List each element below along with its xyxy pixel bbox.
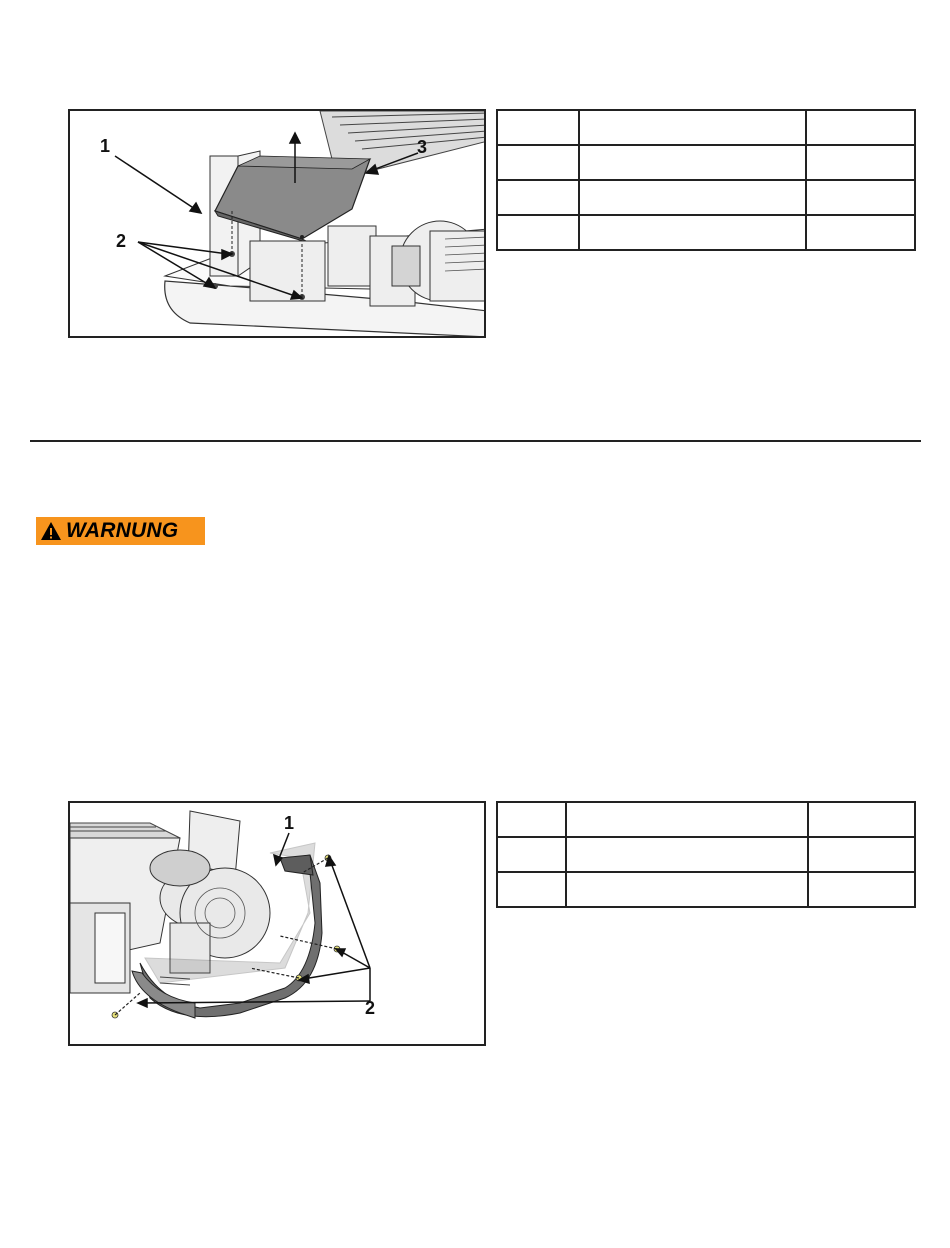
warning-triangle-icon	[36, 517, 66, 545]
callout-3: 3	[417, 137, 428, 157]
table-row	[497, 837, 915, 872]
callout-2: 2	[116, 231, 127, 251]
parts-table-top	[496, 109, 916, 251]
table-row	[497, 872, 915, 907]
bottom-illustration	[70, 803, 486, 1046]
table-row	[497, 802, 915, 837]
callout-1: 1	[100, 136, 111, 156]
figure-bottom-hood-removal	[68, 801, 486, 1046]
warning-label: WARNUNG	[66, 519, 179, 542]
section-divider	[30, 440, 921, 442]
table-row	[497, 180, 915, 215]
warning-badge	[36, 517, 205, 545]
callout-1: 1	[284, 813, 295, 833]
figure-top-cover-removal	[68, 109, 486, 338]
table-row	[497, 215, 915, 250]
callout-2: 2	[365, 998, 376, 1018]
table-row	[497, 145, 915, 180]
parts-table-bottom	[496, 801, 916, 908]
table-row	[497, 110, 915, 145]
